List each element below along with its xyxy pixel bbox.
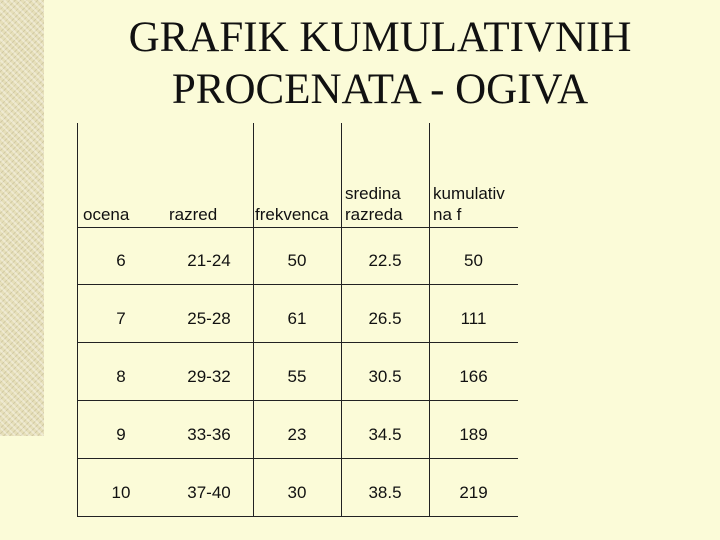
cell-razred: 25-28 bbox=[187, 308, 231, 328]
title-line-1: GRAFIK KUMULATIVNIH bbox=[128, 14, 632, 61]
cell-ocena: 7 bbox=[116, 308, 126, 328]
cell-frekvenca: 55 bbox=[287, 366, 307, 386]
cell-frekvenca: 61 bbox=[287, 308, 307, 328]
header-frekvenca bbox=[253, 123, 341, 227]
cell-ocena: 9 bbox=[116, 424, 126, 444]
cell-kumulativna: 219 bbox=[459, 482, 488, 502]
table-header-row bbox=[77, 123, 518, 228]
header-kumulativna-line-2: na f bbox=[433, 205, 462, 224]
cell-frekvenca: 23 bbox=[287, 424, 307, 444]
header-sredina bbox=[341, 123, 429, 227]
table-row bbox=[77, 401, 518, 459]
cell-ocena: 8 bbox=[116, 366, 126, 386]
cell-razred: 37-40 bbox=[187, 482, 231, 502]
table-row bbox=[77, 343, 518, 401]
cell-sredina: 34.5 bbox=[368, 424, 402, 444]
slide-title bbox=[80, 12, 680, 116]
table-row bbox=[77, 459, 518, 517]
header-razred-label: razred bbox=[169, 205, 218, 224]
header-kumulativna-line-1: kumulativ bbox=[433, 184, 505, 203]
header-kumulativna bbox=[429, 123, 518, 227]
data-table bbox=[77, 123, 518, 517]
cell-kumulativna: 111 bbox=[460, 308, 487, 328]
header-frekvenca-label: frekvenca bbox=[255, 205, 329, 224]
cell-sredina: 26.5 bbox=[368, 308, 402, 328]
cell-razred: 21-24 bbox=[187, 250, 231, 270]
cell-ocena: 10 bbox=[111, 482, 131, 502]
cell-sredina: 22.5 bbox=[368, 250, 402, 270]
cell-ocena: 6 bbox=[116, 250, 126, 270]
header-razred bbox=[165, 123, 253, 227]
cell-sredina: 30.5 bbox=[368, 366, 402, 386]
cell-frekvenca: 30 bbox=[287, 482, 307, 502]
cell-razred: 29-32 bbox=[187, 366, 231, 386]
decorative-side-strip bbox=[0, 0, 44, 436]
cell-frekvenca: 50 bbox=[287, 250, 307, 270]
title-line-2: PROCENATA - OGIVA bbox=[171, 66, 589, 113]
header-sredina-line-1: sredina bbox=[345, 184, 401, 203]
cell-kumulativna: 166 bbox=[459, 366, 488, 386]
cell-razred: 33-36 bbox=[187, 424, 231, 444]
header-sredina-line-2: razreda bbox=[345, 205, 403, 224]
cell-kumulativna: 50 bbox=[464, 250, 483, 270]
cell-kumulativna: 189 bbox=[459, 424, 488, 444]
table-row bbox=[77, 227, 518, 285]
table-row bbox=[77, 285, 518, 343]
cell-sredina: 38.5 bbox=[368, 482, 402, 502]
header-ocena bbox=[77, 123, 165, 227]
header-ocena-label: ocena bbox=[83, 205, 130, 224]
